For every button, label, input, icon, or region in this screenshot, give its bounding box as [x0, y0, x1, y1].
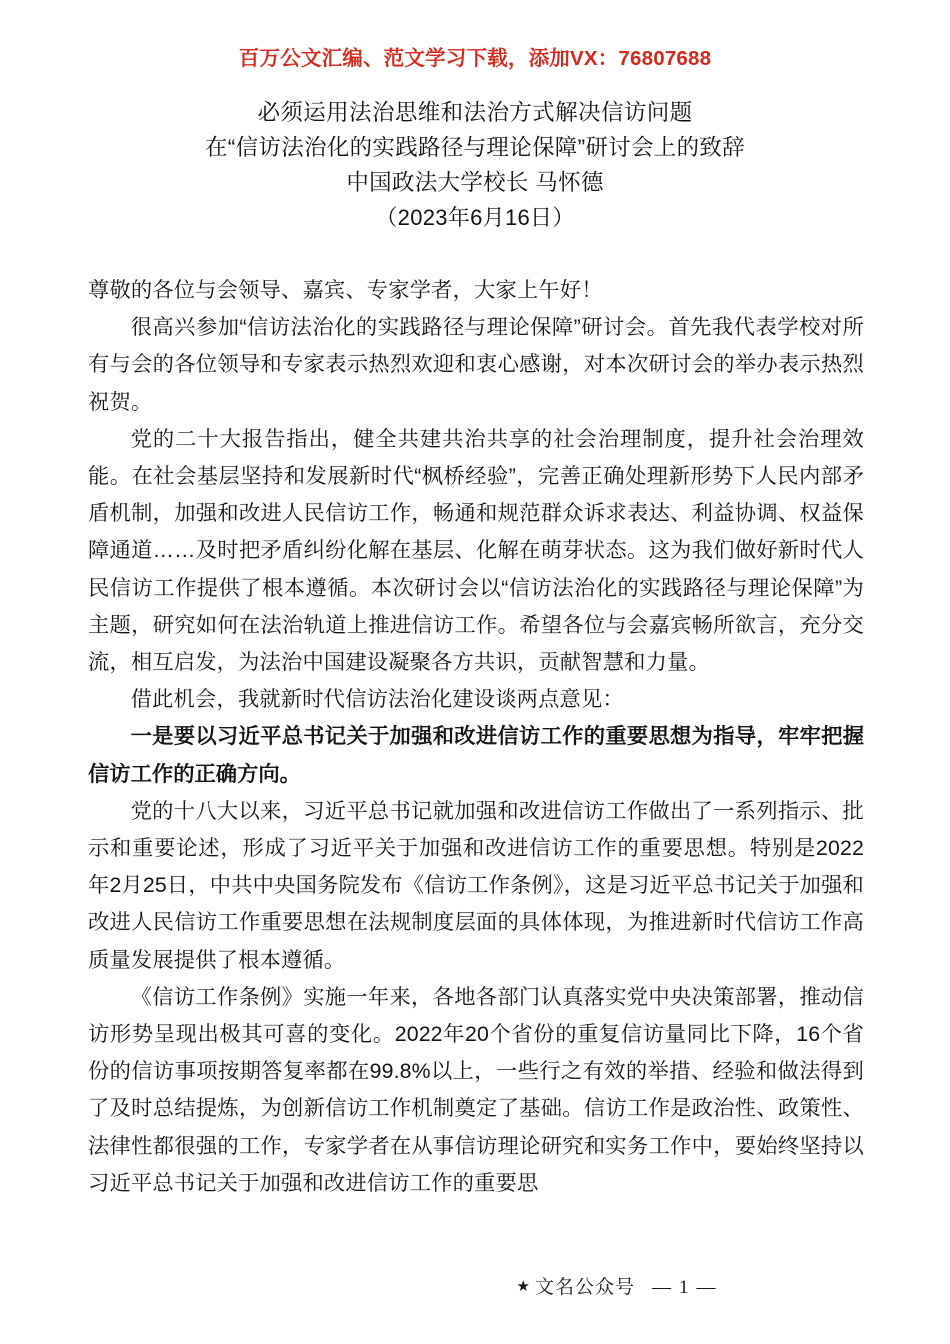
document-subtitle-occasion: 在“信访法治化的实践路径与理论保障”研讨会上的致辞	[205, 135, 745, 160]
footer-brand-label: 文名公众号	[534, 1277, 635, 1298]
paragraph-point-one-heading: 一是要以习近平总书记关于加强和改进信访工作的重要思想为指导，牢牢把握信访工作的正确方向。	[88, 724, 864, 786]
paragraph-salutation: 尊敬的各位与会领导、嘉宾、专家学者，大家上午好！	[88, 278, 603, 302]
promo-header-text: 百万公文汇编、范文学习下载，添加VX：76807688	[238, 47, 712, 70]
star-icon: ★	[516, 1278, 531, 1295]
paragraph-two-opinions-lead: 借此机会，我就新时代信访法治化建设谈两点意见：	[130, 687, 624, 712]
document-main-title: 必须运用法治思维和法治方式解决信访问题	[257, 100, 693, 125]
page-footer	[0, 1272, 950, 1299]
title-block	[0, 95, 950, 235]
footer-dash-right: —	[696, 1277, 717, 1298]
document-author-line: 中国政法大学校长 马怀德	[346, 170, 604, 195]
document-body	[88, 272, 864, 1202]
footer-dash-left: —	[651, 1277, 672, 1298]
paragraph-20th-congress-report: 党的二十大报告指出，健全共建共治共享的社会治理制度，提升社会治理效能。在社会基层坚持和发展新时代“枫桥经验”，完善正确处理新形势下人民内部矛盾机制，加强和改进人民信访工作，畅通和规范群众诉求表达、利益协调、权益保障通道……及时把矛盾纠纷化解在基层、化解在萌芽状态。这为我们做好新时代人民信访工作提供了根本遵循。本次研讨会以“信访法治化的实践路径与理论保障”为主题，研究如何在法治轨道上推进信访工作。希望各位与会嘉宾畅所欲言，充分交流，相互启发，为法治中国建设凝聚各方共识，贡献智慧和力量。	[88, 426, 864, 675]
document-date-line: （2023年6月16日）	[375, 205, 575, 230]
footer-inner	[517, 1272, 724, 1299]
paragraph-welcome: 很高兴参加“信访法治化的实践路径与理论保障”研讨会。首先我代表学校对所有与会的各位领导和专家表示热烈欢迎和衷心感谢，对本次研讨会的举办表示热烈祝贺。	[88, 315, 864, 414]
page-number: 1	[678, 1277, 690, 1298]
paragraph-regulations-one-year: 《信访工作条例》实施一年来，各地各部门认真落实党中央决策部署，推动信访形势呈现出极其可喜的变化。2022年20个省份的重复信访量同比下降，16个省份的信访事项按期答复率都在99.8%以上，一些行之有效的举措、经验和做法得到了及时总结提炼，为创新信访工作机制奠定了基础。信访工作是政治性、政策性、法律性都很强的工作，专家学者在从事信访理论研究和实务工作中，要始终坚持以习近平总书记关于加强和改进信访工作的重要思	[88, 984, 864, 1195]
paragraph-since-18th-congress: 党的十八大以来，习近平总书记就加强和改进信访工作做出了一系列指示、批示和重要论述，形成了习近平关于加强和改进信访工作的重要思想。特别是2022年2月25日，中共中央国务院发布《信访工作条例》，这是习近平总书记关于加强和改进人民信访工作重要思想在法规制度层面的具体体现，为推进新时代信访工作高质量发展提供了根本遵循。	[88, 798, 864, 972]
